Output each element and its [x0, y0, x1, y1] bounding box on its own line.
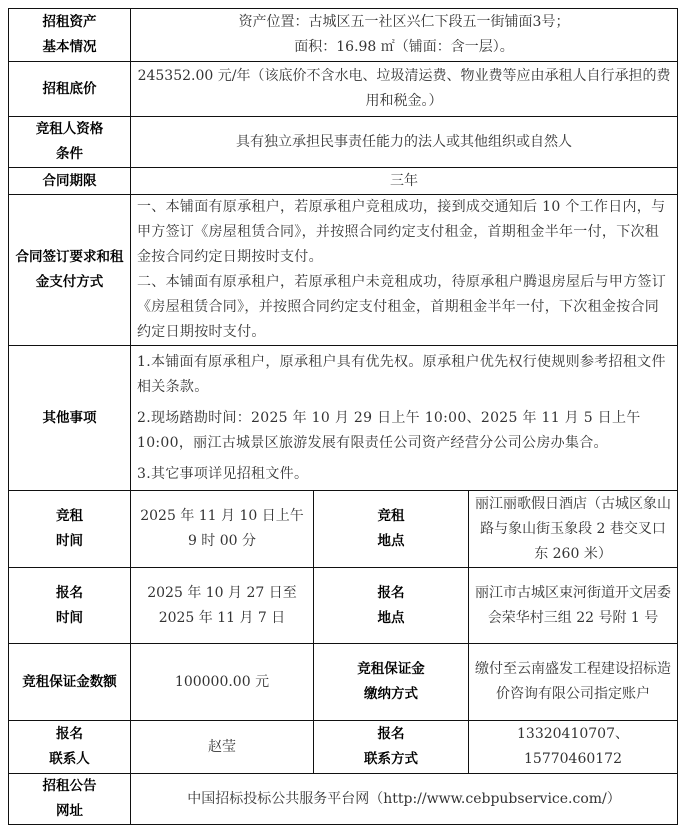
label-line: 联系人 — [49, 751, 90, 767]
label-line: 招租资产 — [42, 14, 97, 30]
label-line: 竞租 — [377, 508, 405, 524]
deposit-method-label — [314, 644, 469, 721]
row-bid — [9, 491, 678, 568]
base-price-label: 招租底价 — [9, 62, 131, 117]
signup-time-value — [131, 568, 314, 644]
term-value: 三年 — [131, 168, 678, 195]
lease-info-table — [8, 8, 678, 825]
row-other — [9, 346, 678, 491]
label-line: 竞租保证金 — [357, 661, 425, 677]
signup-place-label — [314, 568, 469, 644]
label-line: 报名 — [377, 584, 405, 601]
label-line: 竞租 — [56, 508, 83, 524]
row-contract — [9, 195, 678, 346]
signup-end: 2025 年 11 月 7 日 — [158, 609, 286, 626]
contact-person-value: 赵莹 — [131, 721, 314, 774]
label-line: 报名 — [56, 726, 83, 742]
row-qualification — [9, 117, 678, 168]
asset-area: 面积：16.98 ㎡（铺面：含一层）。 — [294, 39, 514, 55]
contract-para: 一、本铺面有原承租户，若原承租户竞租成功，接到成交通知后 10 个工作日内，与甲方签订《房屋租赁合同》，并按照合同约定支付租金，首期租金半年一付，下次租金按合同约定日期按时支付。 — [137, 199, 666, 265]
contract-label: 合同签订要求和租金支付方式 — [9, 195, 131, 346]
contact-person-label — [9, 721, 131, 774]
label-line: 条件 — [56, 146, 83, 162]
row-base-price — [9, 62, 678, 117]
label-line: 缴纳方式 — [364, 686, 418, 702]
row-contact — [9, 721, 678, 774]
bid-time-label — [9, 491, 131, 568]
qualification-label — [9, 117, 131, 168]
bid-time-value: 2025 年 11 月 10 日上午 9 时 00 分 — [131, 491, 314, 568]
deposit-method-value: 缴付至云南盛发工程建设招标造价咨询有限公司指定账户 — [469, 644, 678, 721]
asset-value — [131, 9, 678, 62]
label-line: 联系方式 — [364, 751, 418, 767]
label-line: 时间 — [56, 609, 83, 626]
label-line: 报名 — [56, 584, 83, 601]
row-website — [9, 774, 678, 825]
other-item: 2.现场踏勘时间：2025 年 10 月 29 日上午 10:00、2025 年 11 月 5 日上午 10:00，丽江古城景区旅游发展有限责任公司资产经营分公司公房办集合。 — [137, 409, 641, 451]
label-line: 网址 — [56, 803, 83, 819]
row-term — [9, 168, 678, 195]
contract-value — [131, 195, 678, 346]
contract-para: 二、本铺面有原承租户，若原承租户未竞租成功，待原承租户腾退房屋后与甲方签订《房屋租赁合同》，并按照合同约定支付租金，首期租金半年一付，下次租金按合同约定日期按时支付。 — [137, 274, 667, 340]
other-item: 1.本铺面有原承租户，原承租户具有优先权。原承租户优先权行使规则参考招租文件相关条款。 — [137, 353, 666, 395]
signup-start: 2025 年 10 月 27 日至 — [147, 584, 297, 601]
label-line: 竞租人资格 — [35, 121, 104, 137]
term-label: 合同期限 — [9, 168, 131, 195]
website-link[interactable]: 中国招标投标公共服务平台网（http://www.cebpubservice.com/） — [131, 774, 678, 825]
row-signup — [9, 568, 678, 644]
row-asset — [9, 9, 678, 62]
other-label: 其他事项 — [9, 346, 131, 491]
asset-label — [9, 9, 131, 62]
label-line: 报名 — [377, 726, 405, 742]
row-deposit — [9, 644, 678, 721]
contact-phone-value: 13320410707、15770460172 — [469, 721, 678, 774]
other-value — [131, 346, 678, 491]
deposit-amount-value: 100000.00 元 — [131, 644, 314, 721]
deposit-amount-label: 竞租保证金数额 — [9, 644, 131, 721]
asset-location: 资产位置：古城区五一社区兴仁下段五一街铺面3号； — [238, 14, 570, 30]
label-line: 基本情况 — [42, 39, 97, 55]
qualification-value: 具有独立承担民事责任能力的法人或其他组织或自然人 — [131, 117, 678, 168]
label-line: 地点 — [377, 609, 405, 626]
base-price-value: 245352.00 元/年（该底价不含水电、垃圾清运费、物业费等应由承租人自行承担的费用和税金。） — [131, 62, 678, 117]
bid-place-value: 丽江丽歌假日酒店（古城区象山路与象山街玉象段 2 巷交叉口东 260 米） — [469, 491, 678, 568]
website-label — [9, 774, 131, 825]
label-line: 招租公告 — [42, 778, 97, 794]
signup-place-value: 丽江市古城区束河街道开文居委会荣华村三组 22 号附 1 号 — [469, 568, 678, 644]
other-item: 3.其它事项详见招租文件。 — [137, 465, 309, 482]
bid-place-label — [314, 491, 469, 568]
signup-time-label — [9, 568, 131, 644]
label-line: 时间 — [56, 533, 83, 549]
label-line: 地点 — [377, 533, 405, 549]
contact-phone-label — [314, 721, 469, 774]
